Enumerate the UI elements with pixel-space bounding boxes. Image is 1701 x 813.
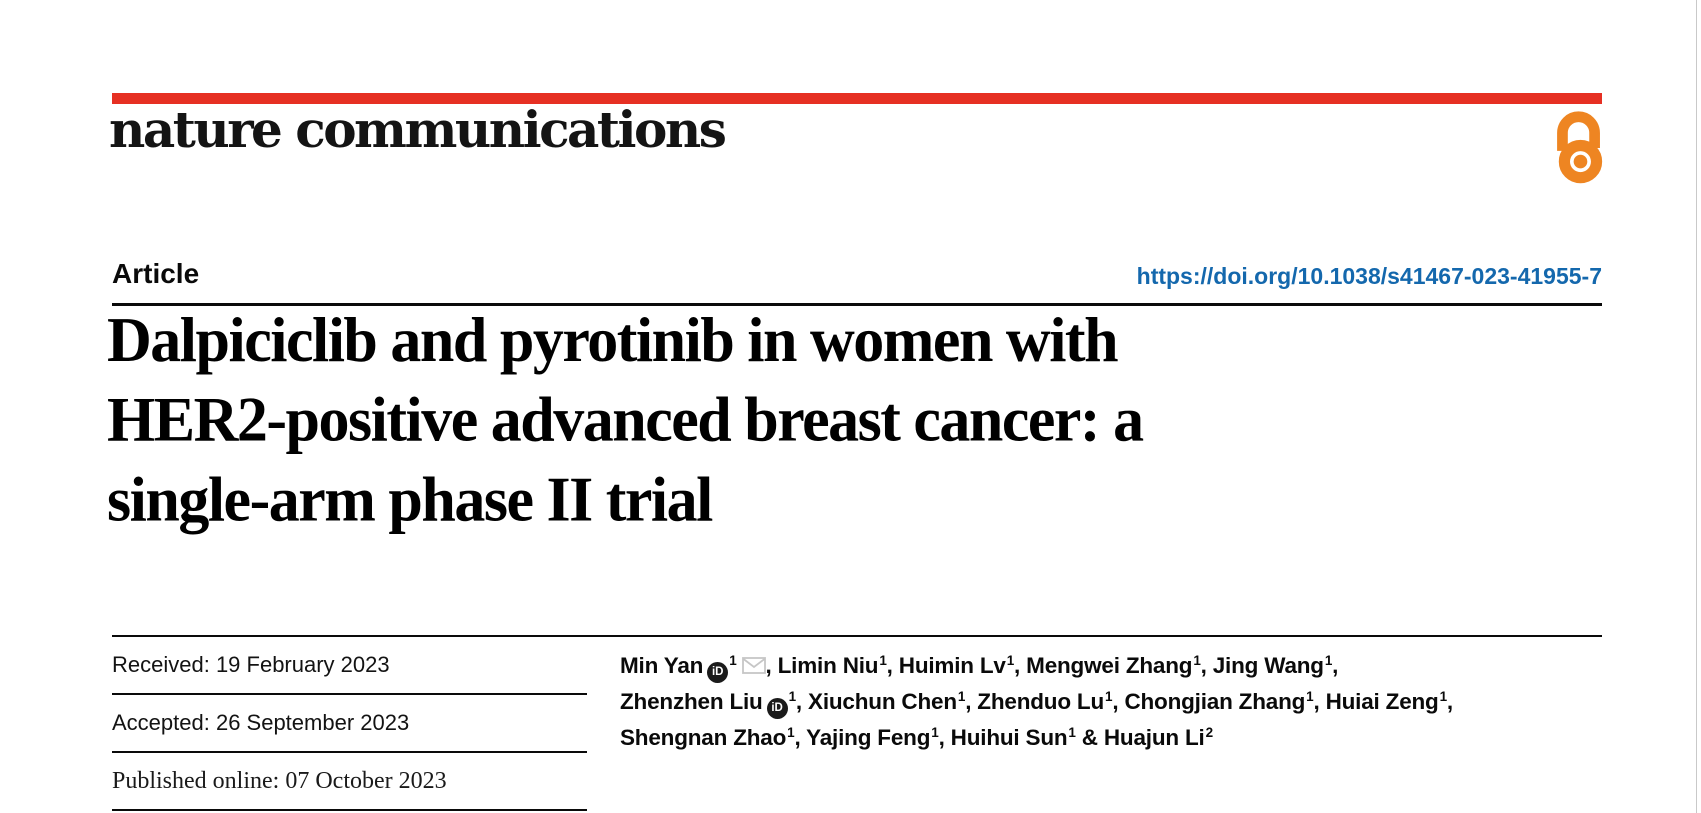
author-separator: , xyxy=(1313,689,1326,714)
affiliation-superscript: 1 xyxy=(729,653,737,668)
author-separator: , xyxy=(938,725,951,750)
article-title xyxy=(107,301,1143,540)
affiliation-superscript: 1 xyxy=(957,689,966,704)
received-date-row: Received: 19 February 2023 xyxy=(112,637,587,695)
open-access-padlock-icon xyxy=(1556,109,1603,189)
author-separator: , xyxy=(1014,653,1027,678)
orcid-id-icon[interactable]: iD xyxy=(707,662,728,683)
author-name: Huimin Lv xyxy=(898,653,1006,678)
affiliation-superscript: 1 xyxy=(1193,653,1201,668)
affiliation-superscript: 1 xyxy=(879,653,887,668)
article-title-line: Dalpiciclib and pyrotinib in women with xyxy=(107,306,1118,376)
author-name: Shengnan Zhao xyxy=(620,725,787,750)
dates-panel xyxy=(112,637,587,811)
author-separator: & xyxy=(1075,725,1104,750)
author-name: Min Yan xyxy=(620,653,704,678)
author-separator: , xyxy=(1332,653,1339,678)
author-separator: , xyxy=(1200,653,1213,678)
author-separator: , xyxy=(765,653,778,678)
author-name: Xiuchun Chen xyxy=(808,689,957,714)
affiliation-superscript: 2 xyxy=(1205,725,1213,740)
author-separator: , xyxy=(965,689,978,714)
author-name: Huihui Sun xyxy=(950,725,1068,750)
affiliation-superscript: 1 xyxy=(931,725,939,740)
author-separator: , xyxy=(794,725,807,750)
affiliation-superscript: 1 xyxy=(1306,689,1314,704)
orcid-id-icon[interactable]: iD xyxy=(767,698,788,719)
author-line xyxy=(620,685,1630,721)
affiliation-superscript: 1 xyxy=(787,725,795,740)
author-separator: , xyxy=(795,689,809,714)
envelope-icon[interactable] xyxy=(742,654,766,679)
author-name: Chongjian Zhang xyxy=(1124,689,1306,714)
page-edge-line xyxy=(1696,0,1697,813)
author-line xyxy=(620,649,1630,685)
accepted-date-row: Accepted: 26 September 2023 xyxy=(112,695,587,753)
article-title-line: single-arm phase II trial xyxy=(107,465,712,535)
author-name: Huajun Li xyxy=(1103,725,1205,750)
author-name: Limin Niu xyxy=(777,653,879,678)
affiliation-superscript: 1 xyxy=(1439,689,1447,704)
author-name: Jing Wang xyxy=(1212,653,1324,678)
author-separator: , xyxy=(886,653,899,678)
author-separator: , xyxy=(1446,689,1453,714)
journal-logo: nature communications xyxy=(109,100,725,159)
author-name: Yajing Feng xyxy=(806,725,931,750)
author-separator: , xyxy=(1112,689,1125,714)
author-list xyxy=(620,649,1630,757)
article-type-label: Article xyxy=(112,258,200,289)
author-name: Huiai Zeng xyxy=(1325,689,1439,714)
article-title-line: HER2-positive advanced breast cancer: a xyxy=(107,385,1143,456)
published-date-row: Published online: 07 October 2023 xyxy=(112,753,587,811)
affiliation-superscript: 1 xyxy=(788,689,796,704)
affiliation-superscript: 1 xyxy=(1006,653,1015,668)
author-line xyxy=(620,721,1630,757)
author-name: Zhenzhen Liu xyxy=(620,689,763,714)
affiliation-superscript: 1 xyxy=(1105,689,1113,704)
doi-link[interactable]: https://doi.org/10.1038/s41467-023-41955-7 xyxy=(1136,263,1602,289)
affiliation-superscript: 1 xyxy=(1068,725,1076,740)
affiliation-superscript: 1 xyxy=(1324,653,1333,668)
author-name: Zhenduo Lu xyxy=(977,689,1105,714)
author-name: Mengwei Zhang xyxy=(1026,653,1193,678)
